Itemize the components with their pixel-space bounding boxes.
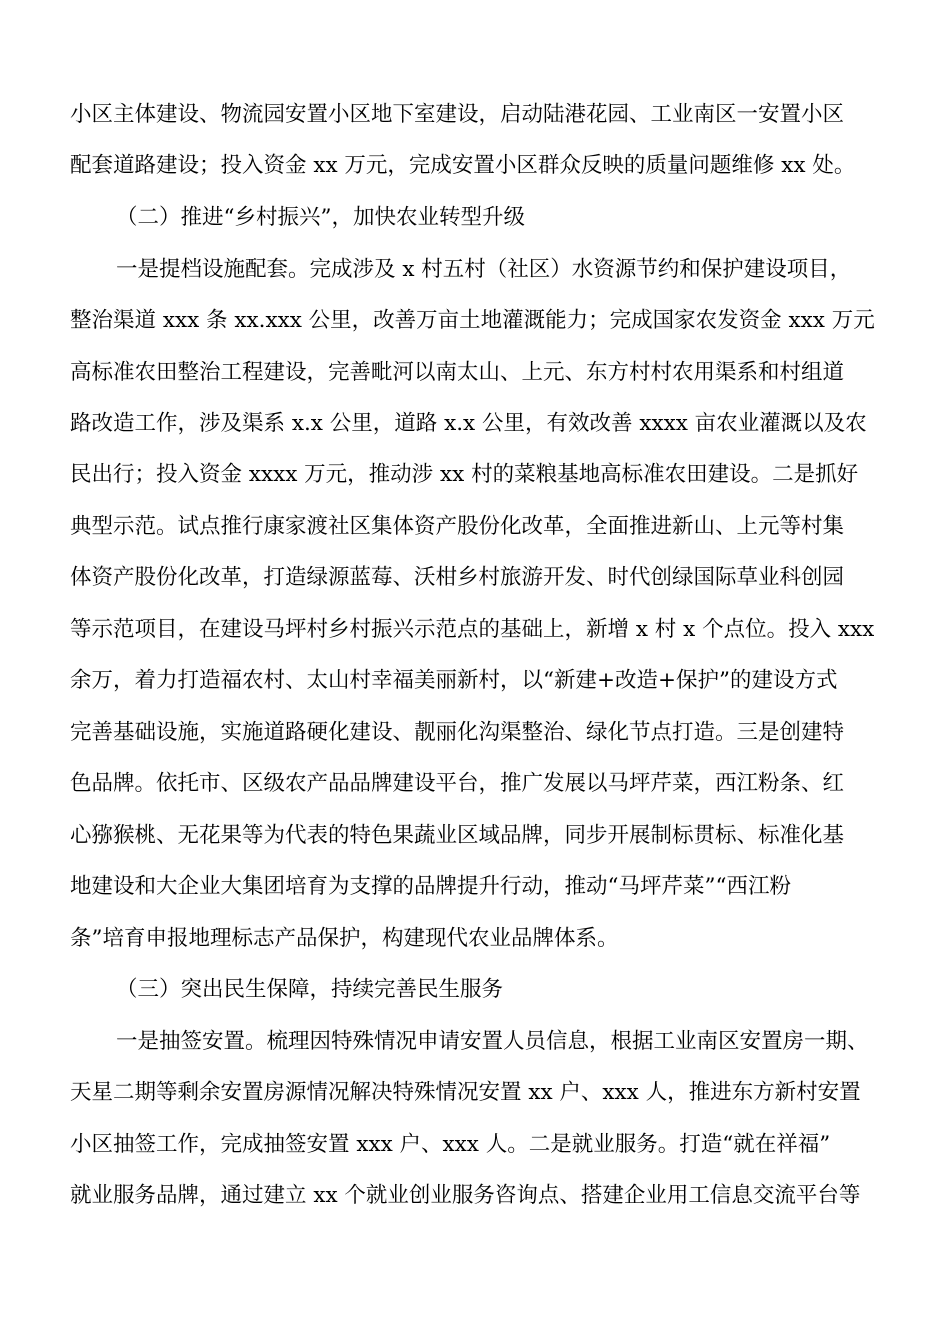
text-line: 天星二期等剩余安置房源情况解决特殊情况安置 xx 户、xxx 人，推进东方新村安置 <box>70 1080 861 1105</box>
text-line: 路改造工作，涉及渠系 x.x 公里，道路 x.x 公里，有效改善 xxxx 亩农业灌溉以及农 <box>70 411 867 436</box>
text-line: 整治渠道 xxx 条 xx.xxx 公里，改善万亩土地灌溉能力；完成国家农发资金 xxx 万元 <box>70 308 875 333</box>
text-line: 等示范项目，在建设马坪村乡村振兴示范点的基础上，新增 x 村 x 个点位。投入 xxx <box>70 617 875 642</box>
text-line: 典型示范。试点推行康家渡社区集体资产股份化改革，全面推进新山、上元等村集 <box>70 514 845 539</box>
text-line: 心猕猴桃、无花果等为代表的特色果蔬业区域品牌，同步开展制标贯标、标准化基 <box>70 823 845 848</box>
section-heading: （二）推进“乡村振兴”，加快农业转型升级 <box>116 205 525 230</box>
text-line: 高标准农田整治工程建设，完善毗河以南太山、上元、东方村村农用渠系和村组道 <box>70 360 845 385</box>
text-line: 余万，着力打造福农村、太山村幸福美丽新村，以“新建+改造+保护”的建设方式 <box>70 668 838 693</box>
text-line: 配套道路建设；投入资金 xx 万元，完成安置小区群众反映的质量问题维修 xx 处。 <box>70 153 856 178</box>
text-line: 体资产股份化改革，打造绿源蓝莓、沃柑乡村旅游开发、时代创绿国际草业科创园 <box>70 565 845 590</box>
text-line: 一是抽签安置。梳理因特殊情况申请安置人员信息，根据工业南区安置房一期、 <box>116 1029 869 1054</box>
text-line: 民出行；投入资金 xxxx 万元，推动涉 xx 村的菜粮基地高标准农田建设。二是抓好 <box>70 462 859 487</box>
text-line: 条”培育申报地理标志产品保护，构建现代农业品牌体系。 <box>70 926 619 951</box>
text-line: 小区主体建设、物流园安置小区地下室建设，启动陆港花园、工业南区一安置小区 <box>70 102 845 127</box>
section-heading: （三）突出民生保障，持续完善民生服务 <box>116 977 504 1002</box>
text-line: 一是提档设施配套。完成涉及 x 村五村（社区）水资源节约和保护建设项目， <box>116 257 852 282</box>
text-line: 色品牌。依托市、区级农产品品牌建设平台，推广发展以马坪芹菜，西江粉条、红 <box>70 771 845 796</box>
text-line: 地建设和大企业大集团培育为支撑的品牌提升行动，推动“马坪芹菜”“西江粉 <box>70 874 791 899</box>
text-line: 小区抽签工作，完成抽签安置 xxx 户、xxx 人。二是就业服务。打造“就在祥福” <box>70 1132 831 1157</box>
text-line: 就业服务品牌，通过建立 xx 个就业创业服务咨询点、搭建企业用工信息交流平台等 <box>70 1183 861 1208</box>
text-line: 完善基础设施，实施道路硬化建设、靓丽化沟渠整治、绿化节点打造。三是创建特 <box>70 720 845 745</box>
